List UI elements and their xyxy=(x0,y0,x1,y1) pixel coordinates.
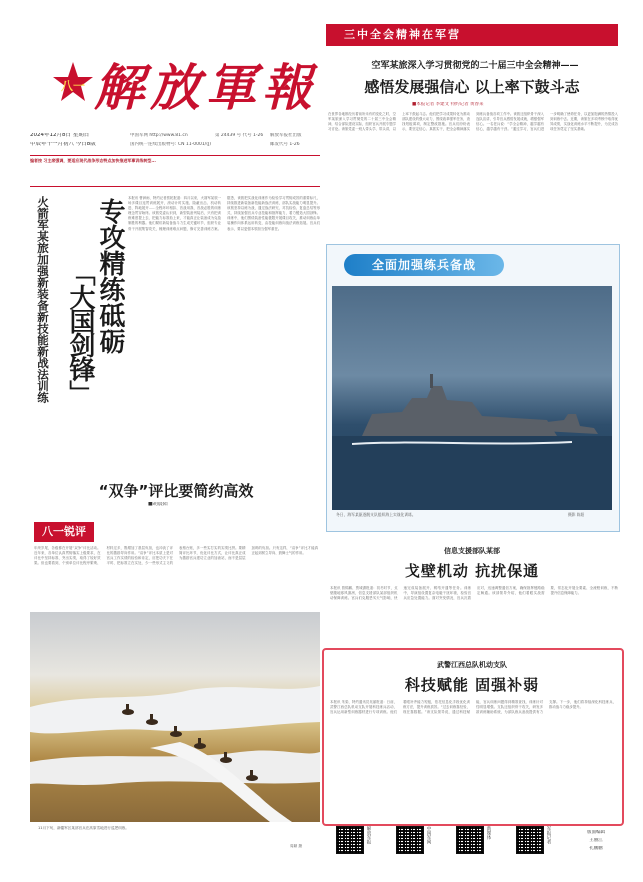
newspaper-title: 解放軍報 xyxy=(94,58,318,117)
topic-banner-label: 三中全会精神在军营 xyxy=(344,28,461,41)
qr-label-1: 解放军报 xyxy=(366,826,371,844)
qr-label-4: 军报记者 xyxy=(546,826,551,844)
left-feature-body: 本报讯 曹润雨、特约记者蔡乾报道：四月以来，火箭军某旅一场多课目连贯训练展开，滚动计时实施、隐蔽出击、机动转进、阵地展开……全程环环相扣、首战用我、首战必胜的训练理念贯穿始终。该旅党委认识到，新型装备列装后，只有把训练难度提上去、把能力标准抬上来，才能真正让装备成为克敌制胜的利器。他们紧盯新装备战斗力生成关键环节，组织专业骨干开展集智攻关，梳理训练难点问题，修订完善训练方案。据悉，该旅把实战化训练作为检验学习贯彻成效的重要标尺，持续推进新装备新技能新战法训练，部队实战能力明显提升。该旅坚持以练为战，通过战法研究、对抗检验、复盘总结等形式，持续加强官兵专业技能和指挥能力，着力锻造大国剑锋。训练中，他们围绕装备性能极限开展课目攻关，推动训练由单装操作向体系运用转变，由技能训练向战法训练拓展。官兵们表示，要以更强本领担当强军重任。 xyxy=(128,196,320,231)
qr-label-3: 新媒体 xyxy=(486,826,491,840)
summary-strip xyxy=(30,158,320,187)
topic-banner xyxy=(326,24,618,46)
lunar-line: 甲辰年十一月初八 今日8版 xyxy=(30,142,96,147)
masthead-rule xyxy=(30,155,320,156)
masthead xyxy=(26,16,326,130)
issue-code: 第 24439 号 代号 1-26 xyxy=(215,133,264,138)
bottom-photo-credit: 周颖 摄 xyxy=(290,844,302,848)
date-line: 2024年12月8日 星期日 xyxy=(30,133,90,138)
campaign-label-text: 全面加强练兵备战 xyxy=(371,258,476,272)
left-feature-headline xyxy=(65,198,125,454)
site-link[interactable]: 中国军网 http://www.81.cn xyxy=(130,133,188,138)
publisher: 解放军报社出版 xyxy=(270,133,302,138)
editor-name-1: 王丽江 xyxy=(589,838,603,843)
top-story-body: 在世界各地都经历着前所未有的变化之时，空军某旅深入学习贯彻党的二十届三中全会精神，结合部队建设实际，组织官兵开展专题学习讨论。该旅党委一班人带头学、带头讲，以上率下鼓起斗志。他们把学习成果转化为推动部队建设的强大动力，围绕改革强军任务，查找短板弱项，制定整改措施。官兵们纷纷表示，要坚定信心、真抓实干，把全会精神落实到练兵备战各项工作中。该旅还组织骨干深入连队宣讲，引导官兵感悟发展成就，增强强军信心。一名老兵说：“学全会精神，越学越有信心，越学越有干劲。”通过学习，官兵们进一步明确了使命任务，以更加饱满的热情投入到训练中去。近期，该旅在多项考核中取得优异成绩，实战化训练水平不断提升，为完成各项任务奠定了坚实基础。 xyxy=(328,112,618,132)
bottom-photo-caption: 11月下旬，新疆军区某部官兵在高原雪地进行巡逻训练。 xyxy=(38,826,129,830)
qr-code-3[interactable] xyxy=(456,826,484,854)
postal-code: 邮发代号 1-26 xyxy=(270,142,300,147)
police-story-kicker: 武警江西总队机动支队 xyxy=(437,661,507,669)
masthead-info xyxy=(30,133,320,155)
campaign-label xyxy=(344,254,504,276)
editor-label: 版面编辑 xyxy=(587,830,605,835)
column-badge-label: 八一锐评 xyxy=(42,525,86,538)
bottom-left-photo xyxy=(30,612,320,822)
commentary-headline: “双争”评比要简约高效 xyxy=(98,482,254,500)
qr-code-1[interactable] xyxy=(336,826,364,854)
top-story-headline: 感悟发展强信心 以上率下鼓斗志 xyxy=(364,78,580,96)
bayi-star-emblem xyxy=(52,61,94,103)
police-story-headline: 科技赋能 固强补弱 xyxy=(404,676,540,694)
headline-line-1: 专攻精练砥砺 xyxy=(95,198,125,354)
ship-photo-caption: 冬日，海军某驱逐舰支队组织海上实战化训练。 xyxy=(336,512,416,517)
commentary-body: 年终岁尾，各级都在开展“双争”评比活动。近年来，各单位认真贯彻落实上级要求，在评比中坚持标准、突出实绩，取得了较好效果。但也要看到，个别单位评比程序繁琐、材料过多，既增加了基层负担，也冲淡了评比的激励导向作用。“双争”评比本质上是对官兵工作实绩的检验和肯定，应把功夫下在平时、把标准立在实处，少一些形式主义的表格台账，多一些实打实的实绩比拼。要精简评比环节，优化评比方式，让评比真正成为激励官兵建功立业的加油站，而不是层层加码的负担。只有这样，“双争”评比才能真正起到树立导向、鼓舞士气的作用。 xyxy=(34,546,318,566)
top-story-byline: ■本报记者 李建文 特约记者 黄春来 xyxy=(412,102,484,107)
qr-code-4[interactable] xyxy=(516,826,544,854)
ship-photo-credit: 摄影 陈阳 xyxy=(568,512,585,517)
info-story-kicker: 信息支援部队某部 xyxy=(444,547,500,555)
ship-photo xyxy=(332,286,612,510)
footer-qr-row xyxy=(336,826,566,866)
commentary-byline: ■胡晨阳 xyxy=(148,502,168,507)
summary-text: 编者按 习主席强调，要适应现代战争形态特点加快推进军事训练转型... xyxy=(30,158,156,163)
police-story-body: 本报讯 朱梁、特约通讯员吴丽报道：日前，武警江西总队机动支队开展科技练兵活动，官兵运用新型训练器材进行专项训练。他们着眼补齐能力短板，依托信息化手段优化训练方法，提升训练质效。“过去训练靠经验，现在靠数据。”该支队领导说，通过科技赋能，官兵训练问题得到精准查找，训练针对性明显增强。支队还组织骨干攻关，研发多款训练辅助系统，为部队练兵备战提供有力支撑。下一步，他们将持续深化科技练兵，推动战斗力稳步提升。 xyxy=(330,700,616,715)
svg-text:八一: 八一 xyxy=(60,79,86,93)
headline-line-2: 「大国剑锋」 xyxy=(65,260,95,404)
editor-block xyxy=(576,830,616,866)
editor-name-2: 孔鹏鹏 xyxy=(589,846,603,851)
info-story-headline: 戈壁机动 抗扰保通 xyxy=(404,562,540,580)
qr-code-2[interactable] xyxy=(396,826,424,854)
left-feature-kicker: 火箭军某旅加强新装备新技能新战法训练 xyxy=(36,196,50,403)
top-story-kicker: 空军某旅深入学习贯彻党的二十届三中全会精神—— xyxy=(371,61,579,71)
info-story-body: 本报讯 曾锦鹏、贾城潇报道：初冬时节，戈壁腹地寒风凛冽，信息支援部队某部组织机动保障训练。官兵们克服恶劣天气影响，快速完成装备展开、网络开通等任务。训练中，导演组设置复杂电磁干扰环境，检验官兵应急处置能力。面对突发情况，官兵沉着应对，迅速调整通信方案，确保指挥链路稳定畅通。该部领导介绍，他们着眼实战需要，常态化开展全要素、全流程训练，不断提升信息保障能力。 xyxy=(330,586,618,601)
cn-number: 国内统一连续出版物号: CN 11-0001/(J) xyxy=(130,142,212,147)
column-badge xyxy=(34,522,94,542)
qr-label-2: 中国军网 xyxy=(426,826,431,844)
